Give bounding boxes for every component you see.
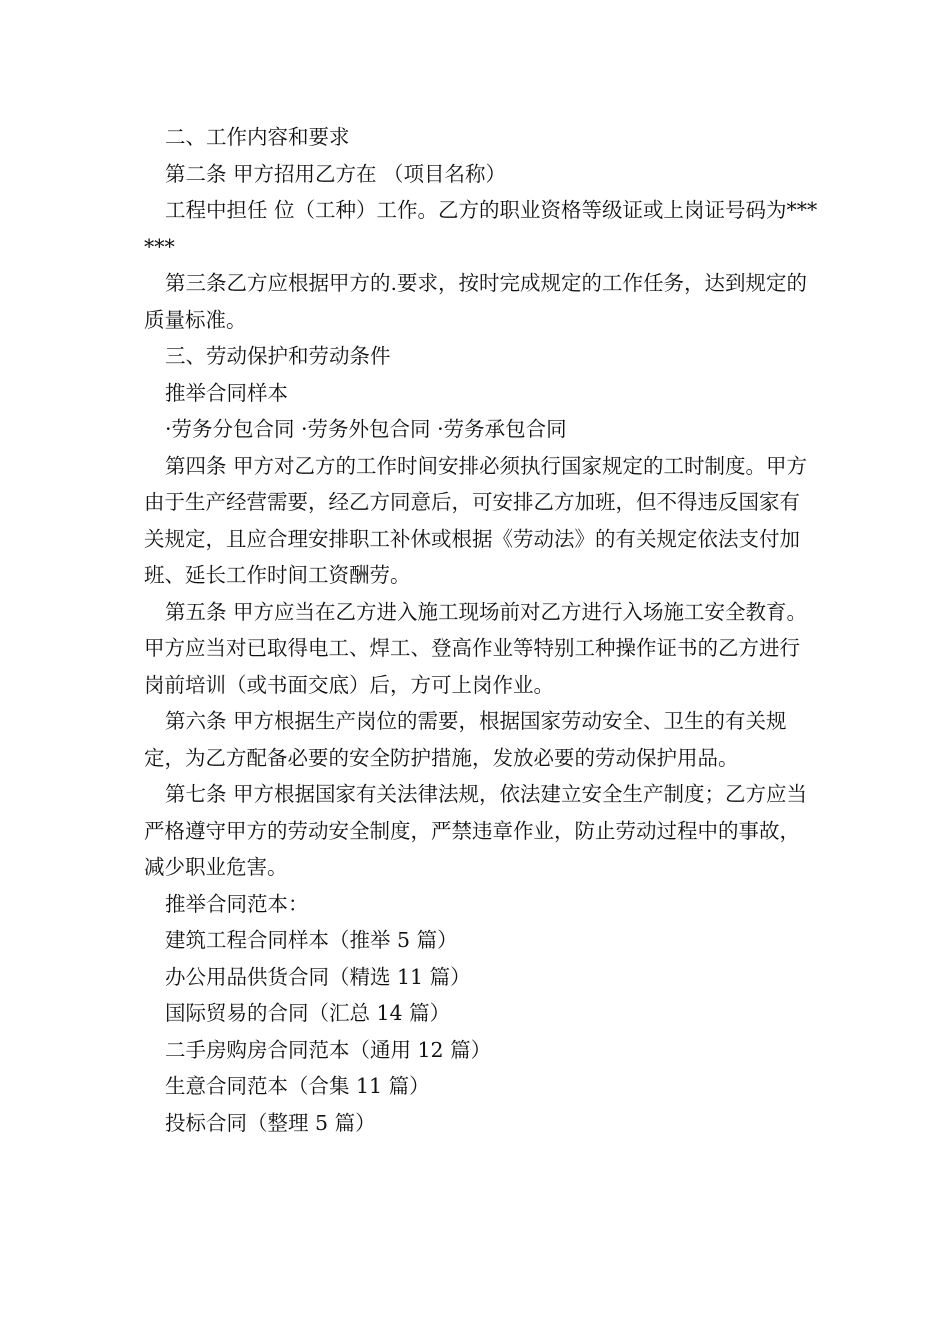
recommended-sample-links[interactable]: ·劳务分包合同 ·劳务外包合同 ·劳务承包合同 [165,417,567,441]
article-2-continued: 工程中担任 位（工种）工作。乙方的职业资格等级证或上岗证号码为****** [144,198,818,259]
recommended-templates-heading: 推举合同范本： [165,891,309,916]
article-5: 第五条 甲方应当在乙方进入施工现场前对乙方进行入场施工安全教育。甲方应当对已取得电工、焊工、登高作业等特别工种操作证书的乙方进行岗前培训（或书面交底）后，方可上岗作业。 [144,599,808,697]
template-link[interactable]: 投标合同（整理 5 篇） [165,1110,376,1135]
document-body [144,119,820,1141]
article-6: 第六条 甲方根据生产岗位的需要，根据国家劳动安全、卫生的有关规定，为乙方配备必要的安全防护措施，发放必要的劳动保护用品。 [144,709,787,770]
article-4: 第四条 甲方对乙方的工作时间安排必须执行国家规定的工时制度。甲方由于生产经营需要，经乙方同意后，可安排乙方加班，但不得违反国家有关规定，且应合理安排职工补休或根据《劳动法》的有关规定依法支付加班、延长工作时间工资酬劳。 [144,453,808,587]
article-7: 第七条 甲方根据国家有关法律法规，依法建立安全生产制度；乙方应当严格遵守甲方的劳动安全制度，严禁违章作业，防止劳动过程中的事故，减少职业危害。 [144,782,808,879]
template-link[interactable]: 生意合同范本（合集 11 篇） [165,1074,430,1098]
template-link[interactable]: 办公用品供货合同（精选 11 篇） [165,964,471,989]
article-3: 第三条乙方应根据甲方的.要求，按时完成规定的工作任务，达到规定的质量标准。 [144,271,808,332]
section-heading-labor-protection: 三、劳动保护和劳动条件 [165,344,391,368]
section-heading-work-content: 二、工作内容和要求 [165,125,350,149]
article-2: 第二条 甲方招用乙方在 （项目名称） [165,161,507,186]
recommended-samples-heading: 推举合同样本 [165,380,288,405]
template-link[interactable]: 二手房购房合同范本（通用 12 篇） [165,1037,492,1062]
template-link[interactable]: 国际贸易的合同（汇总 14 篇） [165,1001,451,1025]
template-link[interactable]: 建筑工程合同样本（推举 5 篇） [165,928,458,952]
